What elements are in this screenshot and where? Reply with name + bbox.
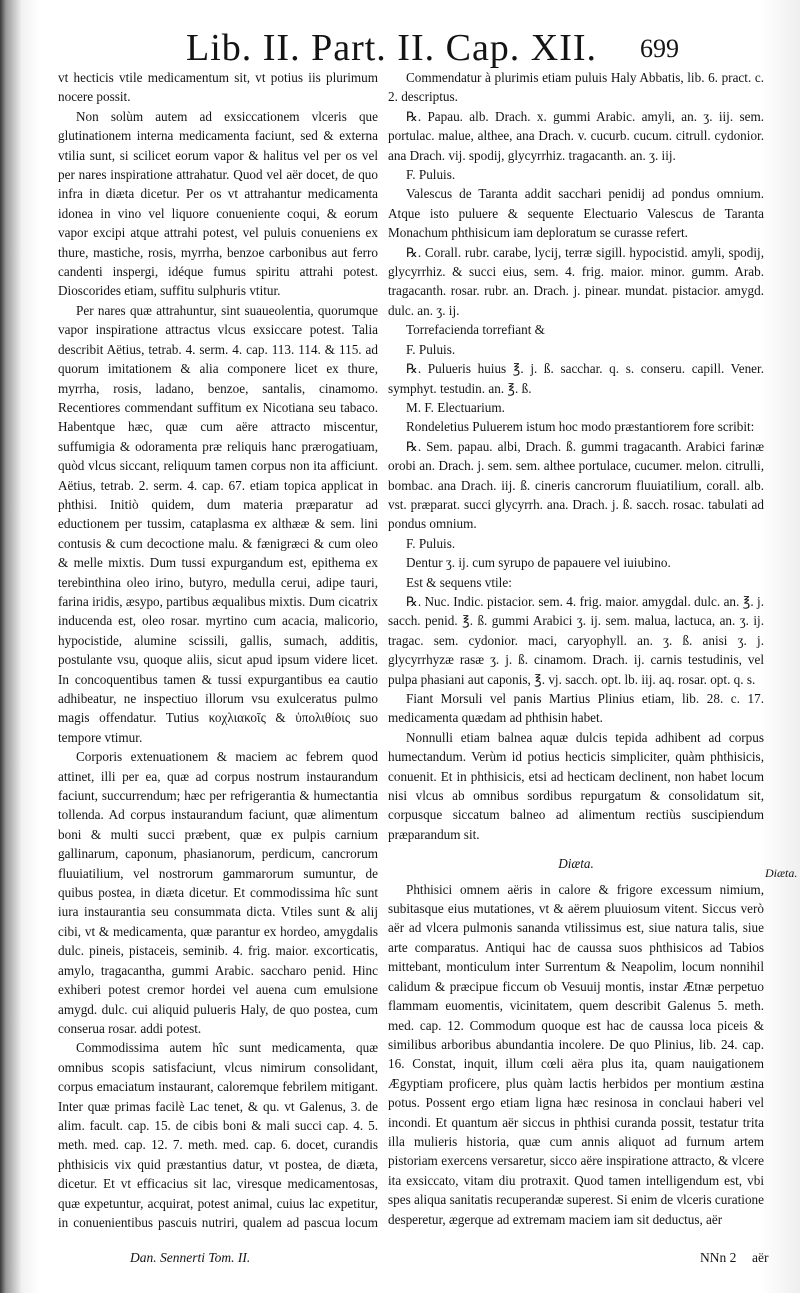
- right-paragraph: F. Puluis.: [406, 535, 456, 551]
- right-paragraph: F. Puluis.: [406, 167, 456, 183]
- right-paragraph: F. Puluis.: [406, 341, 456, 357]
- section-title: Diæta.: [558, 856, 594, 872]
- right-paragraph: Fiant Morsuli vel panis Martius Plinius etiam, lib. 28. c. 17. medicamenta quædam ad phthisin habet.: [388, 691, 764, 726]
- page-footer: [0, 1250, 800, 1280]
- right-paragraph: Rondeletius Puluerem istum hoc modo præstantiorem fore scribit:: [406, 419, 755, 435]
- right-paragraph: Dentur ʒ. ij. cum syrupo de papauere vel iuiubino.: [406, 555, 671, 571]
- margin-note: Diæta.: [765, 866, 798, 880]
- right-recipe: ℞. Nuc. Indic. pistacior. sem. 4. frig. maior. amygdal. dulc. an. ℥. j. sacch. penid. ℥. ß. gummi Arabici ʒ. ij. sem. malua, lactuca, an. ʒ. ij. tragac. sem. cydonior. maci, caryophyll. an. ʒ. ß. anisi ʒ. j. glycyrrhyzæ rasæ ʒ. j. ß. cinamom. Drach. ij. carnis testudinis, vel pulpa phasiani aut caponis, ℥. vj. sacch. opt. lb. iij. aq. rosar. opt. q. s.: [388, 593, 764, 687]
- footer-title: Dan. Sennerti Tom. II.: [130, 1250, 251, 1265]
- right-recipe: ℞. Sem. papau. albi, Drach. ß. gummi tragacanth. Arabici farinæ orobi an. Drach. j. sem. sem. althee portulace, cucumer. melon. citrulli, bombac. ana Drach. iij. ß. cineris cancrorum fluuiatilium, corall. alb. vst. præparat. succi glycyrrh. ana. Drach. j. ß. sacch. rosac. tabulati ad pondus omnium.: [388, 438, 764, 532]
- running-title: Lib. II. Part. II. Cap. XII.: [186, 27, 598, 69]
- page-number: 699: [640, 34, 679, 63]
- right-paragraph: Est & sequens vtile:: [406, 574, 512, 590]
- left-paragraph: Non solùm autem ad exsiccationem vlceris que glutinationem interna medicamenta faciunt, sed & externa vtilia sunt, si scilicet eorum vapor & halitus vel per os vel per nares inspiratione attrahatur. Quod vel aër docet, de quo infra in diæta dicetur. Per os vt attrahantur medicamenta idonea in vino vel liquore conueniente coqui, & eorum vapor excipi atque attrahi potest, vel puluis conueniens ex thure, mastiche, rosis, myrrha, benzoe carbonibus aut ferro candenti inspergi, idéque fumus spiritu attrahi potest. Dioscorides etiam, suffitu sulphuris vtitur.: [58, 108, 378, 299]
- right-recipe: ℞. Pulueris huius ℥. j. ß. sacchar. q. s. conseru. capill. Vener. symphyt. testudin. an. ℥. ß.: [388, 361, 764, 396]
- left-column: [58, 68, 378, 1234]
- right-paragraph: Nonnulli etiam balnea aquæ dulcis tepida adhibent ad corpus humectandum. Verùm id potius hecticis simpliciter, quàm phthisicis, conuenit. Et in phthisicis, etsi ad hecticam declinent, non habet locum nisi vlcus ab omnibus sordibus repurgatum & consolidatum sit, corpusque siccatum balneo ad alimentum rectiùs suscipiendum præparandum sit.: [388, 729, 764, 842]
- right-recipe: ℞. Corall. rubr. carabe, lycij, terræ sigill. hypocistid. amyli, spodij, glycyrrhiz. & succi eius, sem. 4. frig. maior. minor. gumm. Arab. tragacanth. rosar. rubr. an. Drach. j. pinear. mundat. pistacior. amygd. dulc. an. ʒ. ij.: [388, 244, 764, 318]
- right-paragraph: Torrefacienda torrefiant &: [406, 322, 545, 338]
- right-paragraph: Valescus de Taranta addit sacchari penidij ad pondus omnium. Atque isto puluere & sequente Electuario Valescus de Taranta Monachum phthisicum iam deploratum se curasse refert.: [388, 186, 764, 241]
- left-paragraph: Per nares quæ attrahuntur, sint suaueolentia, quorumque vapor inspiratione attractus vlcus exsiccare potest. Talia describit Aëtius, tetrab. 4. serm. 4. cap. 113. 114. & 115. ad quorum imitationem & alia componere licet ex thure, myrrha, rosis, ladano, benzoe, santalis, cinamomo. Recentiores commendant suffitum ex Nicotiana seu tabaco. Habentque hæc, quæ cum aëre attracto miscentur, suffumigia & odoramenta præ reliquis hanc prærogatiuam, quòd vlcus siccant, reliquum tamen corpus non ita afficiunt. Aëtius, tetrab. 2. serm. 4. cap. 67. etiam topica applicat in phthisi. Initiò quidem, dum materia præparatur ad eductionem per tussim, cataplasma ex althææ & sem. lini contusis & cum decoctione malu. & fænigræci & cum oleo & melle mixtis. Dum tussi expurgandum est, epithema ex terebinthina oleo irino, butyro, medulla cerui, adipe tauri, farina iridis, æsypo, partibus æqualibus mixtis. Dum cicatrix inducenda est, oleo rosar. myrtino cum acacia, malicorio, hypocistide, alumine scissili, gallis, sumach, additis, postulante vsu, quoque aliis, sicut apud ipsum videre licet. In concoquentibus tamen & tussi expurgantibus ea cautio adhibeatur, ne inspectiuo illorum vsu exulceratus pulmo magis offendatur. Tutius κοχλιακοῖς & ὑπολιθίοις suo tempore vtimur.: [58, 302, 378, 745]
- left-paragraph: Corporis extenuationem & maciem ac febrem quod attinet, illi per ea, quæ ad corpus nostrum instaurandum faciunt, succurrendum; hæc per refrigerantia & humectantia tollenda. Ad corpus instaurandum faciunt, quæ alimentum boni & multi succi præbent, quæ ex pulpis carnium gallinarum, caponum, phasianorum, perdicum, cancrorum fluuiatilium, vel nostrorum gammarorum sumuntur, de quibus postea, in diæta dicetur. Et commodissima hîc sunt iura instaurantia seu consummata dicta. Vtiles sunt & alij cibi, vt & medicamenta, quæ parantur ex hordeo, amygdalis dulc. pineis, pistaceis, seminib. 4. frig. maior. excorticatis, amylo, tragacantha, gummi Arabic. saccharo penid. Hinc exhiberi potest cremor hordei vel auena cum emulsione amygd. dulc. cui aliquid pulueris Haly, de quo postea, cum conserua rosar. addi potest.: [58, 749, 378, 1036]
- right-column: [388, 68, 764, 1234]
- right-paragraph: Commendatur à plurimis etiam puluis Haly Abbatis, lib. 6. pract. c. 2. descriptus.: [388, 70, 764, 105]
- right-recipe: ℞. Papau. alb. Drach. x. gummi Arabic. amyli, an. ʒ. iij. sem. portulac. malue, althee, ana Drach. v. cucurb. cucum. citrull. cydonior. ana Drach. vij. spodij, glycyrrhiz. tragacanth. an. ʒ. iij.: [388, 108, 764, 163]
- left-paragraph: Commodissima autem hîc sunt medicamenta, quæ omnibus scopis satisfaciunt, vlcus nimirum consolidant, corpus emaciatum instaurant, caloremque febrilem mitigant. Inter quæ primas facilè Lac tenet, & qu. vt Galenus, 3. de alim. facult. cap. 15. de cibis boni & mali succi cap. 4. 5. meth. med. cap. 12. 7. meth. med. cap. 6. docet, curandis phthisicis vix quid præstantius datur, vt postea, de diæta, dicetur. Et vt efficacius sit lac, viresque medicamentosas, quæ expetuntur, acquirat, potest animal, cuius lac expetitur, in conuenientibus pascuis nutriri, qualem ad pascua locum: [58, 1040, 378, 1230]
- right-paragraph: Phthisici omnem aëris in calore & frigore excessum nimium, subitasque eius mutationes, vt & aërem pluuiosum vitent. Siccus verò aër ad vlcera pulmonis sananda vtilissimus est, siue natura talis, siue arte comparatus. Antiqui hac de caussa suos phthisicos ad Tabios mittebant, monticulum inter Surrentum & Neapolim, locum nonnihil calidum & præcipue ficcum ob Vesuuij montis, instar Ætnæ perpetuo flammam euomentis, vicinitatem, quem describit Galenus 5. meth. med. cap. 12. Commodum quoque est hac de caussa loca piceis & similibus arboribus abundantia incolere. De quo Plinius, lib. 24. cap. 16. Constat, inquit, illum cœli aëra plus ita, quam nauigationem Ægyptiam proficere, plus quàm lactis herbidos per montium æstina potus. Possent ergo etiam ligna hæc resinosa in conclaui haberi vel incondi. Et quantum aër siccus in phthisi curanda possit, testatur trita illa mulieris historia, quæ cum annis aliquot ad furnum artem pistoriam exercens versaretur, sicco aëre inspiratione attracto, & vlcere ita exsiccato, vitam diu protraxit. Quod tamen intelligendum est, vbi spes aliqua sanitatis recuperandæ superest. Si enim de vlceris curatione desperetur, ægerque ad extremam maciem iam sit deductus, aër: [388, 881, 764, 1227]
- signature-mark: NNn 2: [700, 1250, 737, 1265]
- left-paragraph: vt hecticis vtile medicamentum sit, vt potius iis plurimum nocere possit.: [58, 70, 378, 105]
- catchword: aër: [752, 1250, 769, 1265]
- right-paragraph: M. F. Electuarium.: [406, 399, 505, 415]
